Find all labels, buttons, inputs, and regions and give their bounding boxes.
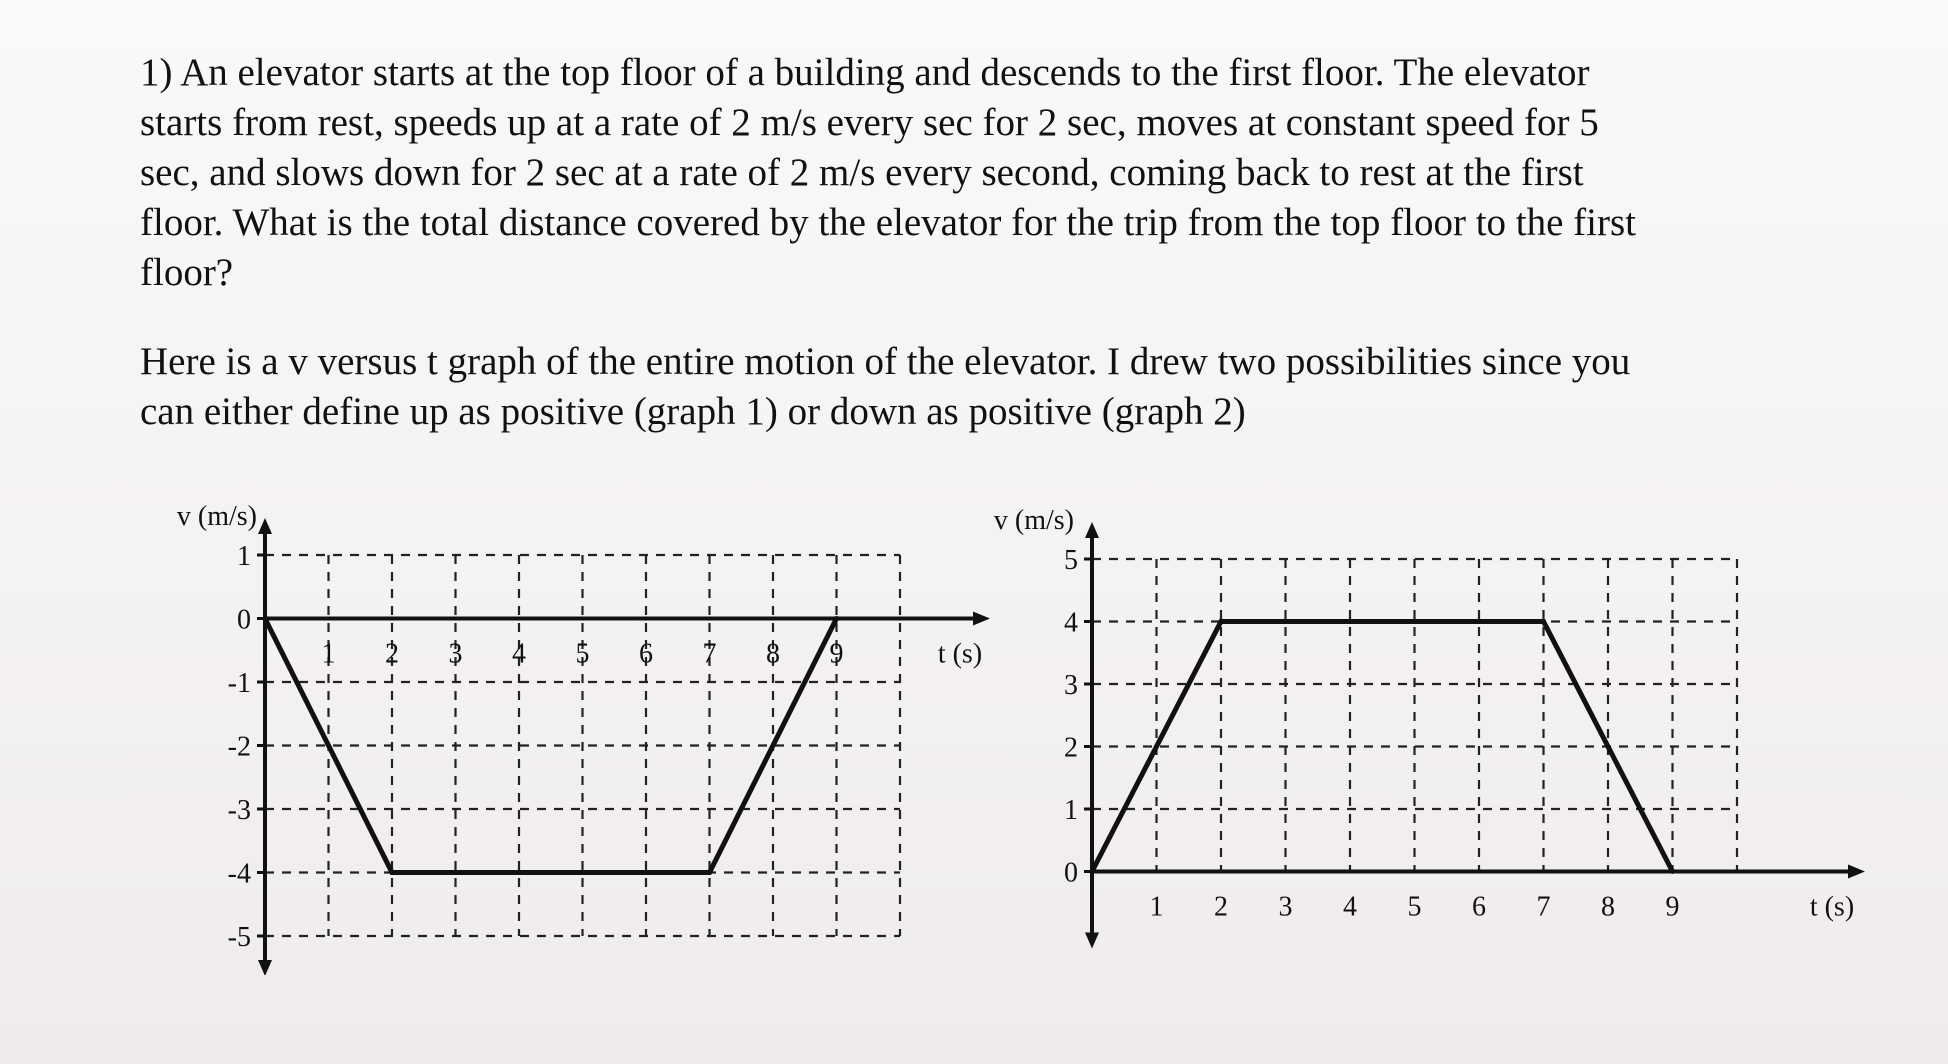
x-tick-label: 5 bbox=[575, 638, 590, 670]
y-axis-arrow-up bbox=[258, 518, 272, 534]
x-tick-label: 2 bbox=[385, 638, 399, 670]
x-tick-label: 2 bbox=[1214, 891, 1228, 923]
y-axis-arrow-down bbox=[1085, 933, 1099, 949]
problem-line: floor. What is the total distance covered by the elevator for the trip from the top floor to the first bbox=[140, 201, 1636, 244]
data-point bbox=[1219, 619, 1224, 624]
x-tick-label: 5 bbox=[1407, 891, 1422, 923]
explanation-line: Here is a v versus t graph of the entire motion of the elevator. I drew two possibilities since you bbox=[140, 340, 1631, 383]
y-tick-label: 5 bbox=[1064, 545, 1078, 576]
data-point bbox=[390, 870, 395, 875]
y-tick-label: 3 bbox=[1064, 670, 1078, 701]
y-tick-label: -5 bbox=[227, 922, 251, 953]
x-tick-label: 1 bbox=[321, 638, 336, 670]
y-axis-title: v (m/s) bbox=[993, 505, 1074, 536]
y-tick-label: 0 bbox=[1064, 857, 1078, 889]
x-tick-label: 6 bbox=[639, 638, 653, 670]
x-axis-title: t (s) bbox=[937, 638, 983, 670]
y-tick-label: 2 bbox=[1064, 732, 1078, 764]
problem-line: 1) An elevator starts at the top floor of a building and descends to the first floor. The elevator bbox=[140, 51, 1590, 94]
problem-line: floor? bbox=[140, 251, 234, 294]
data-point bbox=[263, 616, 268, 621]
data-point bbox=[834, 616, 839, 621]
x-tick-label: 8 bbox=[766, 638, 780, 670]
x-tick-label: 3 bbox=[1278, 891, 1293, 923]
x-tick-label: 7 bbox=[702, 638, 717, 670]
y-axis-arrow-down bbox=[258, 960, 272, 975]
graph-explanation bbox=[140, 337, 1870, 437]
data-point bbox=[1090, 869, 1095, 874]
explanation-line: can either define up as positive (graph 1) or down as positive (graph 2) bbox=[140, 390, 1246, 433]
problem-line: sec, and slows down for 2 sec at a rate of 2 m/s every second, coming back to rest at the first bbox=[140, 151, 1584, 194]
y-tick-label: 0 bbox=[237, 604, 251, 636]
x-axis-arrow bbox=[1848, 865, 1865, 879]
y-tick-label: -4 bbox=[227, 858, 251, 890]
x-tick-label: 4 bbox=[1343, 891, 1357, 923]
x-tick-label: 3 bbox=[448, 638, 463, 670]
y-axis-arrow-up bbox=[1085, 522, 1099, 538]
y-tick-label: 1 bbox=[237, 541, 251, 572]
x-tick-label: 1 bbox=[1149, 891, 1164, 923]
x-tick-label: 9 bbox=[1665, 891, 1680, 923]
data-point bbox=[1670, 869, 1675, 874]
x-tick-label: 7 bbox=[1536, 891, 1551, 923]
graph-2-chart bbox=[970, 490, 1870, 970]
x-tick-label: 8 bbox=[1601, 891, 1615, 923]
y-tick-label: 1 bbox=[1064, 795, 1078, 826]
problem-statement bbox=[140, 48, 1860, 298]
y-tick-label: 4 bbox=[1064, 607, 1078, 639]
y-tick-label: -1 bbox=[227, 668, 251, 699]
x-tick-label: 4 bbox=[512, 638, 526, 670]
graph-1-chart bbox=[130, 495, 990, 975]
x-tick-label: 9 bbox=[829, 638, 844, 670]
data-point bbox=[707, 870, 712, 875]
data-point bbox=[1541, 619, 1546, 624]
x-tick-label: 6 bbox=[1472, 891, 1486, 923]
problem-line: starts from rest, speeds up at a rate of 2 m/s every sec for 2 sec, moves at constant speed for 5 bbox=[140, 101, 1599, 144]
y-axis-title: v (m/s) bbox=[176, 501, 257, 532]
x-axis-title: t (s) bbox=[1809, 891, 1855, 923]
y-tick-label: -2 bbox=[227, 731, 251, 763]
y-tick-label: -3 bbox=[227, 795, 251, 826]
